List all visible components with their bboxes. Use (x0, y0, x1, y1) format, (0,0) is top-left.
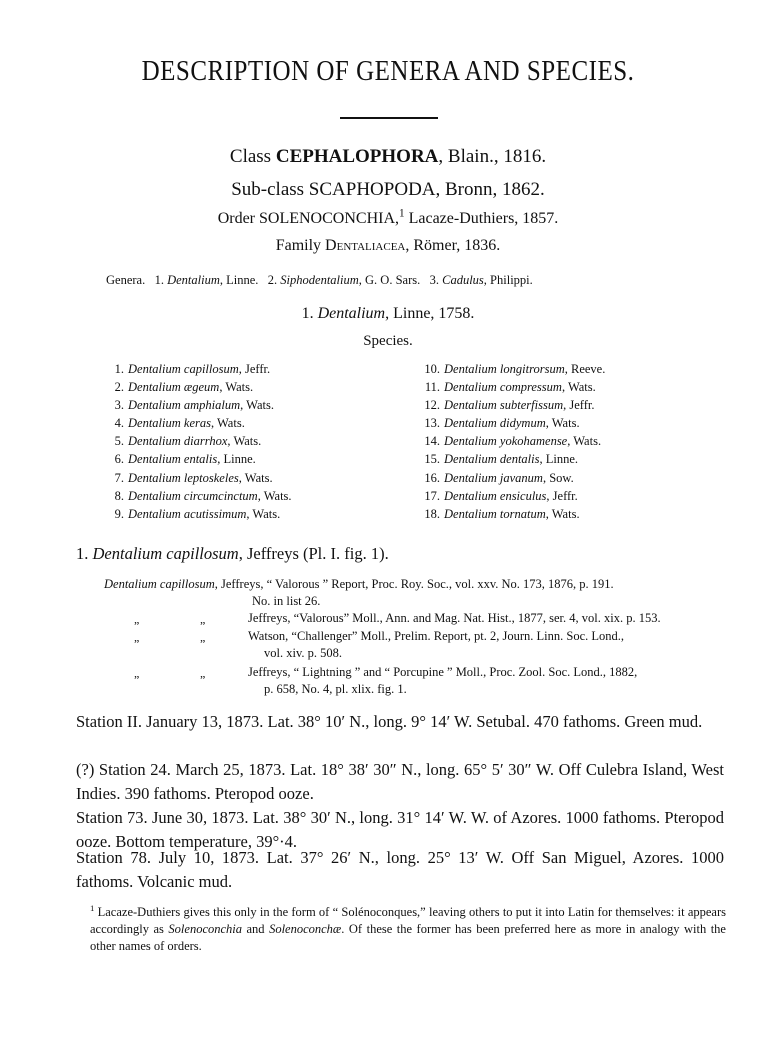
order-suffix: Lacaze-Duthiers, 1857. (404, 210, 559, 227)
synonymy-entry-3 (248, 628, 728, 661)
list-item: 18. Dentalium tornatum, Wats. (424, 506, 580, 521)
genus-2-name: Siphodentalium (280, 273, 359, 287)
ditto-mark: „ (200, 612, 206, 626)
list-item: 10. Dentalium longitrorsum, Reeve. (424, 362, 606, 376)
list-item: 6. Dentalium entalis, Linne. (114, 452, 256, 467)
family-heading (0, 237, 776, 255)
list-item: 17. Dentalium ensiculus, Jeffr. (424, 488, 578, 503)
list-item: 1. Dentalium capillosum, Jeffr. (114, 362, 271, 376)
synonymy-entry-4 (248, 664, 728, 697)
footnote-text-a: Lacaze-Duthiers gives this only in the form of “ Solénoconques,” leaving others to put it into Latin for themselves: it appears accordingly as (90, 905, 726, 936)
list-item: 5. Dentalium diarrhox, Wats. (114, 434, 262, 449)
species-title-rest: , Jeffreys (Pl. I. fig. 1). (238, 544, 389, 563)
family-name: Dentaliacea (325, 237, 406, 254)
ditto-mark: „ (200, 630, 206, 644)
genera-line (106, 273, 533, 288)
list-item: 15. Dentalium dentalis, Linne. (424, 452, 579, 467)
genus-heading-name: Dentalium (317, 305, 386, 322)
footnote-italic-a: Solenoconchia (168, 922, 243, 936)
synonymy-entry-1 (104, 576, 734, 609)
class-suffix: , Blain., 1816. (438, 146, 547, 167)
synonymy-entry-1-cont: No. in list 26. (252, 593, 321, 608)
footnote (90, 904, 726, 955)
class-heading (0, 146, 776, 168)
genus-heading-num: 1. (301, 305, 314, 322)
footnote-text-b: and (242, 922, 270, 936)
list-item: 13. Dentalium didymum, Wats. (424, 416, 580, 431)
genera-label: Genera. (106, 273, 146, 287)
list-item: 12. Dentalium subterfissum, Jeffr. (424, 398, 595, 413)
order-footnote-mark: 1 (399, 207, 405, 220)
station-paragraph: Station 78. July 10, 1873. Lat. 37° 26′ N., long. 25° 13′ W. Off San Miguel, Azores. 1000 fathoms. Volcanic mud. (76, 848, 724, 891)
order-heading (0, 207, 776, 228)
genus-1 (155, 273, 259, 287)
genus-3 (430, 273, 533, 287)
ditto-mark: „ (134, 666, 140, 680)
synonymy-entry-4-cont: p. 658, No. 4, pl. xlix. fig. 1. (264, 681, 407, 696)
list-item: 16. Dentalium javanum, Sow. (424, 470, 574, 485)
ditto-mark: „ (134, 612, 140, 626)
genus-3-num: 3. (429, 273, 439, 287)
ditto-mark: „ (134, 630, 140, 644)
genus-2-author: , G. O. Sars. (358, 273, 421, 287)
genus-heading (0, 305, 776, 323)
family-suffix: , Römer, 1836. (405, 237, 501, 254)
class-name: CEPHALOPHORA (275, 146, 439, 167)
list-item: 9. Dentalium acutissimum, Wats. (114, 506, 281, 521)
species-heading: Species. (363, 333, 413, 349)
list-item: 7. Dentalium leptoskeles, Wats. (114, 470, 273, 485)
list-item: 3. Dentalium amphialum, Wats. (114, 398, 274, 413)
synonymy-entry-3-cont: vol. xiv. p. 508. (264, 645, 343, 660)
species-title-name: Dentalium capillosum (92, 544, 239, 563)
genus-heading-author: , Linne, 1758. (385, 305, 475, 322)
list-item: 11. Dentalium compressum, Wats. (424, 380, 596, 395)
station-paragraph: (?) Station 24. March 25, 1873. Lat. 18° 38′ 30″ N., long. 65° 5′ 30″ W. Off Culebra Island, West Indies. 390 fathoms. Pteropod ooze. (76, 760, 724, 803)
page-title: DESCRIPTION OF GENERA AND SPECIES. (141, 55, 635, 87)
species-title (76, 544, 389, 564)
list-item: 14. Dentalium yokohamense, Wats. (424, 434, 602, 449)
ditto-mark: „ (200, 666, 206, 680)
footnote-italic-b: Solenoconchæ (269, 922, 342, 936)
genus-3-author: , Philippi. (483, 273, 533, 287)
synonymy-entry-3-text: Watson, “Challenger” Moll., Prelim. Report, pt. 2, Journ. Linn. Soc. Lond., (248, 629, 625, 643)
synonymy-entry-1-text: , Jeffreys, “ Valorous ” Report, Proc. Roy. Soc., vol. xxv. No. 173, 1876, p. 191. (214, 577, 614, 591)
species-list-right (414, 360, 605, 523)
station-paragraph: Station 73. June 30, 1873. Lat. 38° 30′ N., long. 31° 14′ W. W. of Azores. 1000 fathoms. Pteropod ooze. Bottom temperature, 39°·4. (76, 808, 724, 851)
genus-1-name: Dentalium (167, 273, 220, 287)
list-item: 8. Dentalium circumcinctum, Wats. (114, 488, 292, 503)
genus-1-num: 1. (154, 273, 164, 287)
genus-2 (268, 273, 420, 287)
subclass-heading: Sub-class SCAPHOPODA, Bronn, 1862. (231, 179, 545, 200)
list-item: 4. Dentalium keras, Wats. (114, 416, 245, 431)
species-list-left (106, 360, 292, 523)
title-rule (340, 117, 438, 119)
station-paragraph: Station II. January 13, 1873. Lat. 38° 10′ N., long. 9° 14′ W. Setubal. 470 fathoms. Green mud. (76, 712, 703, 731)
footnote-text-c: . Of these the former has been preferred here as more in analogy with the other names of orders. (90, 922, 726, 953)
species-title-num: 1. (76, 544, 89, 563)
synonymy-entry-4-text: Jeffreys, “ Lightning ” and “ Porcupine ” Moll., Proc. Zool. Soc. Lond., 1882, (248, 665, 638, 679)
footnote-mark: 1 (90, 902, 95, 913)
synonymy-entry-2-text: Jeffreys, “Valorous” Moll., Ann. and Mag. Nat. Hist., 1877, ser. 4, vol. xix. p. 153. (248, 611, 661, 625)
family-prefix: Family (275, 237, 326, 254)
genus-1-author: , Linne. (219, 273, 259, 287)
class-prefix: Class (229, 146, 276, 167)
order-prefix: Order SOLENOCONCHIA, (217, 210, 399, 227)
synonymy-entry-2 (248, 610, 728, 627)
synonymy-entry-1-name: Dentalium capillosum (104, 577, 215, 591)
list-item: 2. Dentalium ægeum, Wats. (114, 380, 254, 395)
genus-2-num: 2. (267, 273, 278, 287)
genus-3-name: Cadulus (442, 273, 484, 287)
